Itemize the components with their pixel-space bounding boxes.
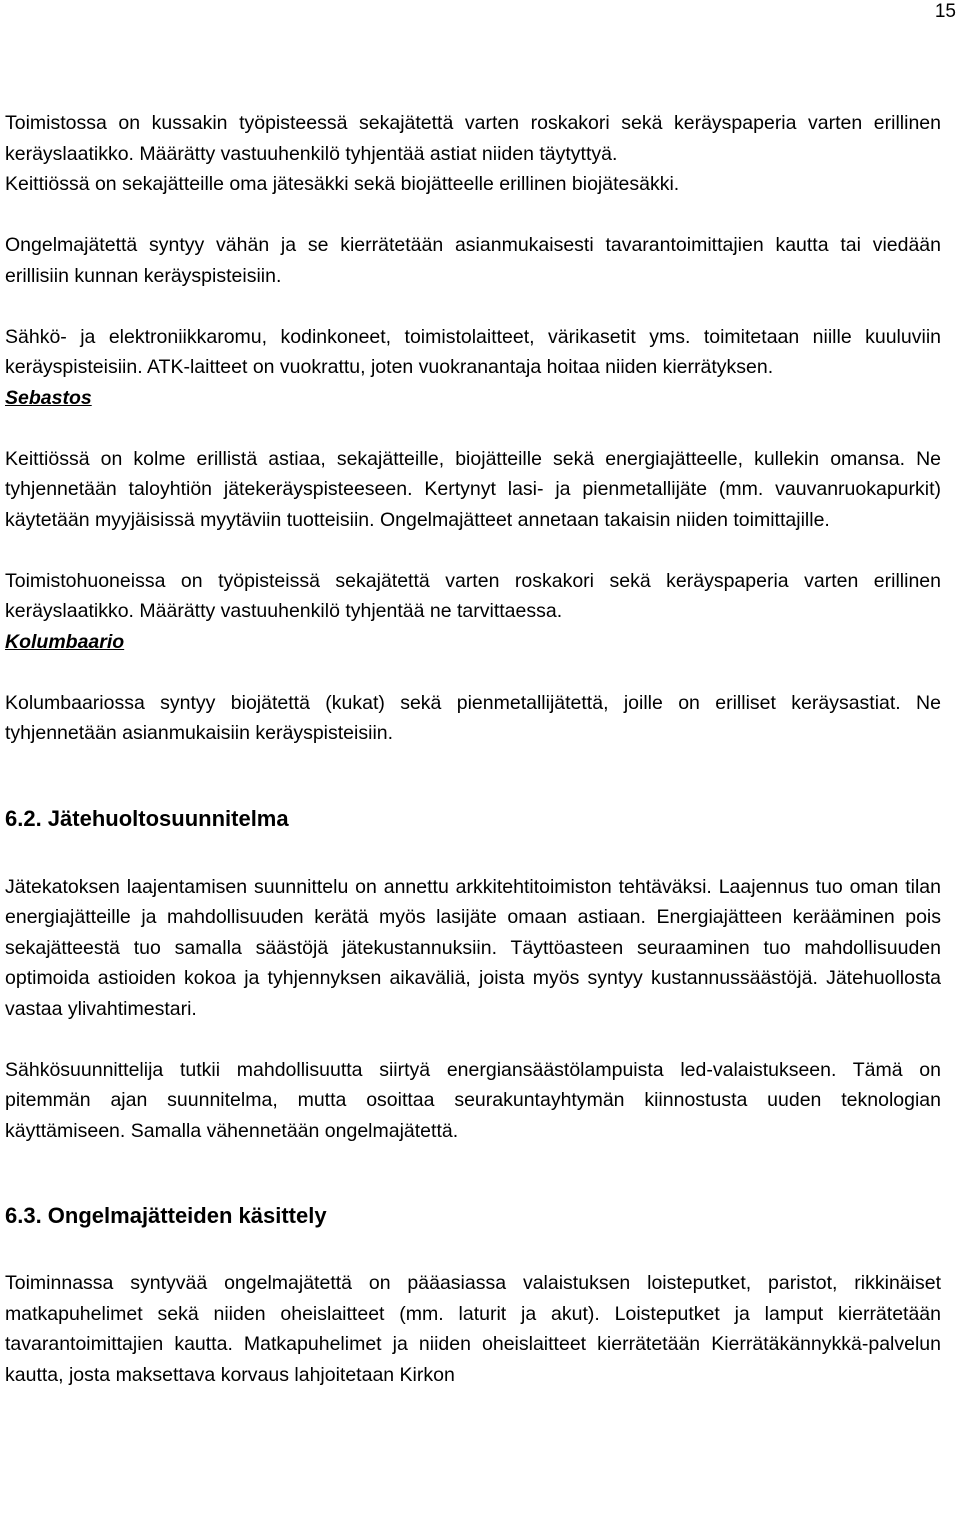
section-heading-6-3: 6.3. Ongelmajätteiden käsittely	[5, 1203, 327, 1228]
paragraph-kitchen-waste: Keittiössä on sekajätteille oma jätesäkki sekä biojätteelle erillinen biojätesäkki.	[5, 173, 680, 195]
subheading-kolumbaario: Kolumbaario	[5, 630, 125, 653]
section-heading-6-2: 6.2. Jätehuoltosuunnitelma	[5, 805, 289, 831]
paragraph-waste-plan: Jätekatoksen laajentamisen suunnittelu on annettu arkkitehtitoimiston tehtäväksi. Laajennus tuo oman tilan energiajätteille ja mahdollisuuden kerätä myös lasijäte omaan astiaan. Energiajätteen kerääminen pois sekajätteestä tuo samalla säästöjä jätekustannuksiin. Täyttöasteen seuraaminen tuo mahdollisuuden optimoida astioiden kokoa ja tyhjennyksen aikaväliä, joista myös syntyy kustannussäästöjä. Jätehuollosta vastaa ylivahtimestari.	[5, 875, 941, 1020]
page-number: 15	[934, 1, 956, 22]
paragraph-hazardous-waste: Ongelmajätettä syntyy vähän ja se kierrätetään asianmukaisesti tavarantoimittajien kautta tai viedään erillisiin kunnan keräyspisteisiin.	[5, 234, 941, 287]
paragraph-office-waste: Toimistossa on kussakin työpisteessä sekajätettä varten roskakori sekä keräyspaperia varten erillinen keräyslaatikko. Määrätty vastuuhenkilö tyhjentää astiat niiden täytyttyä.	[5, 112, 941, 165]
document-body	[5, 108, 941, 1390]
paragraph-led-lighting: Sähkösuunnittelija tutkii mahdollisuutta siirtyä energiansäästölampuista led-valaistukseen. Tämä on pitemmän ajan suunnitelma, mutta osoittaa seurakuntayhtymän kiinnostusta uuden teknologian käyttämiseen. Samalla vähennetään ongelmajätettä.	[5, 1058, 941, 1142]
paragraph-electronics: Sähkö- ja elektroniikkaromu, kodinkoneet, toimistolaitteet, värikasetit yms. toimitetaan niille kuuluviin keräyspisteisiin. ATK-laitteet on vuokrattu, joten vuokranantaja hoitaa niiden kierrätyksen.	[5, 325, 941, 378]
paragraph-sebastos-kitchen: Keittiössä on kolme erillistä astiaa, sekajätteille, biojätteille sekä energiajätteelle, kullekin omansa. Ne tyhjennetään taloyhtiön jätekeräyspisteeseen. Kertynyt lasi- ja pienmetallijäte (mm. vauvanruokapurkit) käytetään myyjäisissä myytäviin tuotteisiin. Ongelmajätteet annetaan takaisin niiden toimittajille.	[5, 447, 941, 531]
paragraph-hazardous-handling: Toiminnassa syntyvää ongelmajätettä on pääasiassa valaistuksen loisteputket, paristot, rikkinäiset matkapuhelimet sekä niiden oheislaitteet (mm. laturit ja akut). Loisteputket ja lamput kierrätetään tavarantoimittajien kautta. Matkapuhelimet ja niiden oheislaitteet kierrätetään Kierrätäkännykkä-palvelun kautta, josta maksettava korvaus lahjoitetaan Kirkon	[5, 1272, 941, 1386]
subheading-sebastos: Sebastos	[5, 386, 92, 409]
paragraph-kolumbaario: Kolumbaariossa syntyy biojätettä (kukat) sekä pienmetallijätettä, joille on erilliset keräysastiat. Ne tyhjennetään asianmukaisiin keräyspisteisiin.	[5, 691, 941, 744]
paragraph-sebastos-office: Toimistohuoneissa on työpisteissä sekajätettä varten roskakori sekä keräyspaperia varten erillinen keräyslaatikko. Määrätty vastuuhenkilö tyhjentää ne tarvittaessa.	[5, 569, 941, 622]
